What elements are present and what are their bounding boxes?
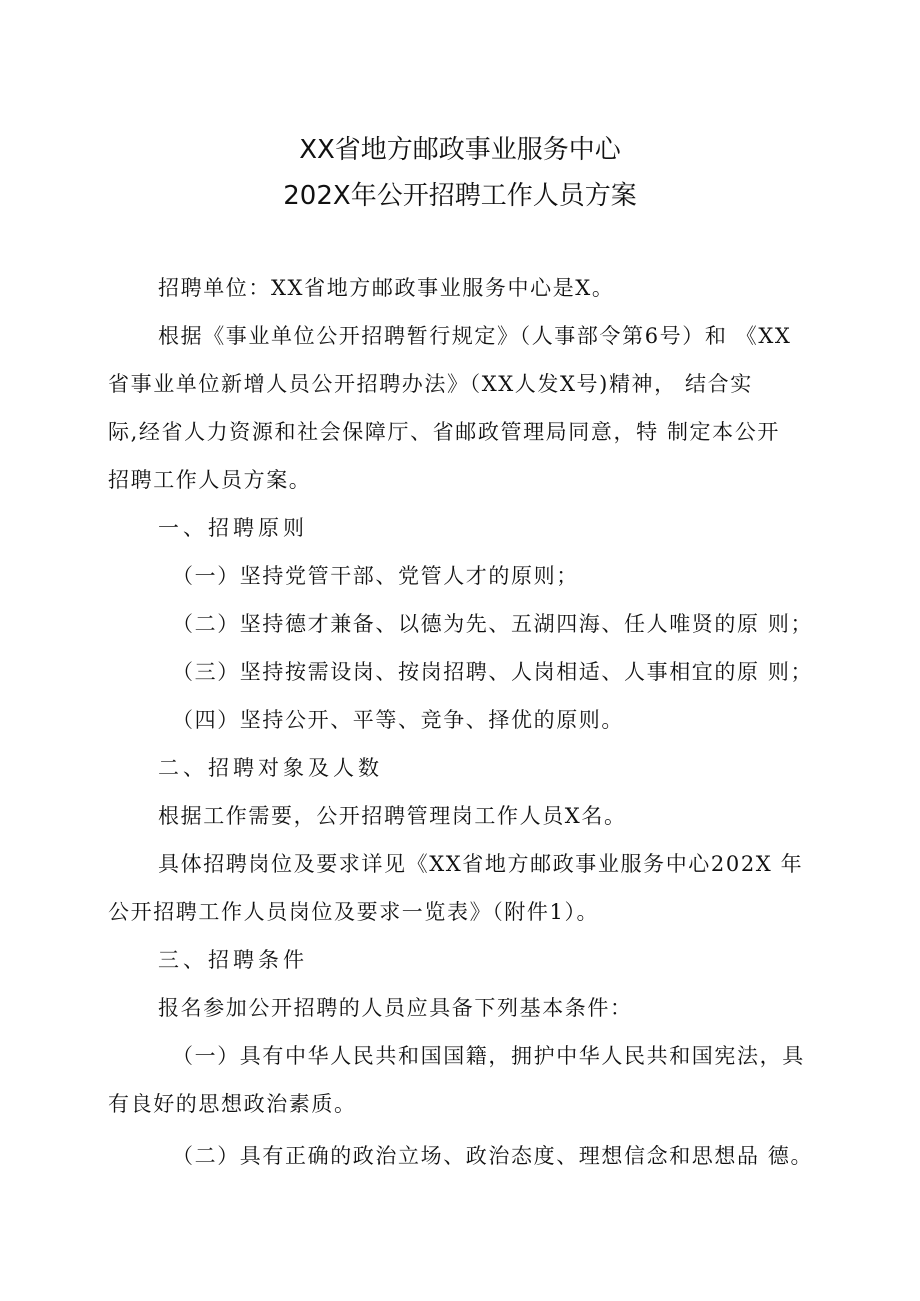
paragraph-recruiting-unit: 招聘单位：XX省地方邮政事业服务中心是X。	[158, 276, 615, 300]
principle-item-1: （一）坚持党管干部、党管人才的原则；	[172, 564, 579, 588]
paragraph-positions-line-1: 具体招聘岗位及要求详见《XX省地方邮政事业服务中心202X 年	[158, 852, 804, 876]
condition-item-2: （二）具有正确的政治立场、政治态度、理想信念和思想品 德。	[172, 1144, 814, 1168]
paragraph-basis-line-3: 际,经省人力资源和社会保障厅、省邮政管理局同意，特 制定本公开	[108, 420, 780, 444]
condition-item-1-line-1: （一）具有中华人民共和国国籍，拥护中华人民共和国宪法，具	[172, 1044, 805, 1068]
section-heading-targets: 二、招聘对象及人数	[158, 756, 383, 780]
section-heading-principles: 一、招聘原则	[158, 516, 308, 540]
section-heading-conditions: 三、招聘条件	[158, 948, 308, 972]
paragraph-headcount: 根据工作需要，公开招聘管理岗工作人员X名。	[158, 804, 627, 828]
paragraph-basis-line-4: 招聘工作人员方案。	[108, 468, 312, 492]
paragraph-basis-line-2: 省事业单位新增人员公开招聘办法》（XX人发X号)精神， 结合实	[108, 372, 753, 396]
paragraph-positions-line-2: 公开招聘工作人员岗位及要求一览表》（附件1）。	[108, 900, 600, 924]
principle-item-2: （二）坚持德才兼备、以德为先、五湖四海、任人唯贤的原 则；	[172, 612, 814, 636]
principle-item-4: （四）坚持公开、平等、竞争、择优的原则。	[172, 708, 624, 732]
principle-item-3: （三）坚持按需设岗、按岗招聘、人岗相适、人事相宜的原 则；	[172, 660, 814, 684]
document-title-line-2: 202X年公开招聘工作人员方案	[283, 181, 637, 211]
condition-item-1-line-2: 有良好的思想政治素质。	[108, 1092, 357, 1116]
paragraph-basis-line-1: 根据《事业单位公开招聘暂行规定》（人事部令第6号）和 《XX	[158, 324, 792, 348]
paragraph-conditions-intro: 报名参加公开招聘的人员应具备下列基本条件：	[158, 996, 633, 1020]
document-title-line-1: XX省地方邮政事业服务中心	[299, 135, 621, 165]
